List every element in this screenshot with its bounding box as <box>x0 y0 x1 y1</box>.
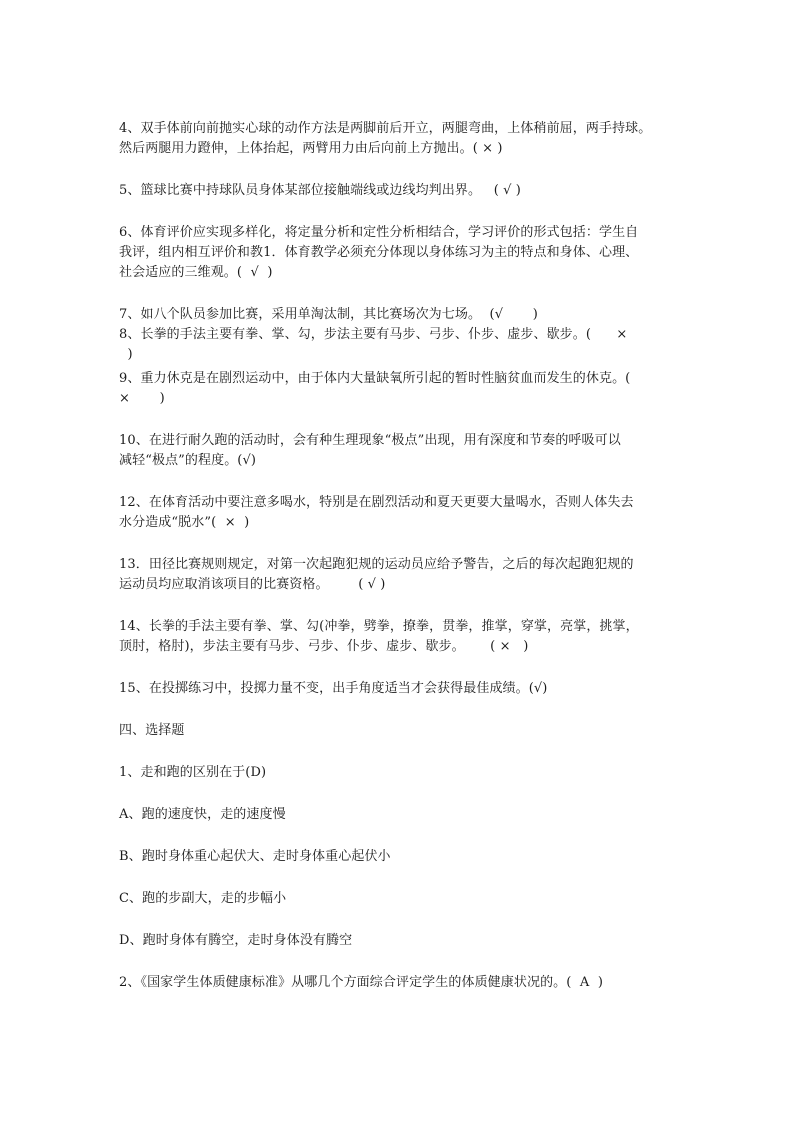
text-line: 14、长拳的手法主要有拳、掌、勾(冲拳，劈拳，撩拳，贯拳，推掌，穿掌，亮掌，挑掌， <box>119 619 639 634</box>
text-line: 2、《国家学生体质健康标准》从哪几个方面综合评定学生的体质健康状况的。( A ) <box>119 975 604 990</box>
section-heading: 四、选择题 <box>119 723 185 738</box>
text-line: 6、体育评价应实现多样化，将定量分析和定性分析相结合，学习评价的形式包括：学生自 <box>119 225 639 240</box>
text-line: B、跑时身体重心起伏大、走时身体重心起伏小 <box>119 849 391 864</box>
text-line: 社会适应的三维观。( √ ) <box>119 265 273 280</box>
text-line: 10、在进行耐久跑的活动时，会有种生理现象“极点”出现，用有深度和节奏的呼吸可以 <box>119 433 621 448</box>
text-line: ) <box>119 347 133 362</box>
text-line: 8、长拳的手法主要有拳、掌、勾，步法主要有马步、弓步、仆步、虚步、歇步。( × <box>119 327 628 342</box>
text-line: 运动员均应取消该项目的比赛资格。 ( √ ) <box>119 577 386 592</box>
text-line: 9、重力休克是在剧烈运动中，由于体内大量缺氧所引起的暂时性脑贫血而发生的休克。( <box>119 371 631 386</box>
text-line: 13．田径比赛规则规定，对第一次起跑犯规的运动员应给予警告，之后的每次起跑犯规的 <box>119 557 634 572</box>
text-line: 顶肘，格肘)，步法主要有马步、弓步、仆步、虚步、歇步。 ( × ) <box>119 639 529 654</box>
text-line: × ) <box>119 391 165 406</box>
text-line: 水分造成“脱水”( × ) <box>119 515 250 530</box>
text-line: 减轻“极点”的程度。(√) <box>119 453 257 468</box>
text-line: 然后两腿用力蹬伸，上体抬起，两臂用力由后向前上方抛出。( × ) <box>119 141 503 156</box>
text-line: A、跑的速度快，走的速度慢 <box>119 807 286 822</box>
text-line: 1、走和跑的区别在于(D) <box>119 765 267 780</box>
text-line: 4、双手体前向前抛实心球的动作方法是两脚前后开立，两腿弯曲，上体稍前屈，两手持球。 <box>119 121 652 136</box>
text-line: C、跑的步副大，走的步幅小 <box>119 891 287 906</box>
text-line: 我评，组内相互评价和教1．体育教学必须充分体现以身体练习为主的特点和身体、心理、 <box>119 245 639 260</box>
text-line: 7、如八个队员参加比赛，采用单淘汰制，其比赛场次为七场。 (√ ) <box>119 307 538 322</box>
text-line: 15、在投掷练习中，投掷力量不变，出手角度适当才会获得最佳成绩。(√) <box>119 681 548 696</box>
text-line: 5、篮球比赛中持球队员身体某部位接触端线或边线均判出界。 ( √ ) <box>119 183 521 198</box>
text-line: D、跑时身体有腾空，走时身体没有腾空 <box>119 933 353 948</box>
text-line: 12、在体育活动中要注意多喝水，特别是在剧烈活动和夏天更要大量喝水，否则人体失去 <box>119 495 634 510</box>
